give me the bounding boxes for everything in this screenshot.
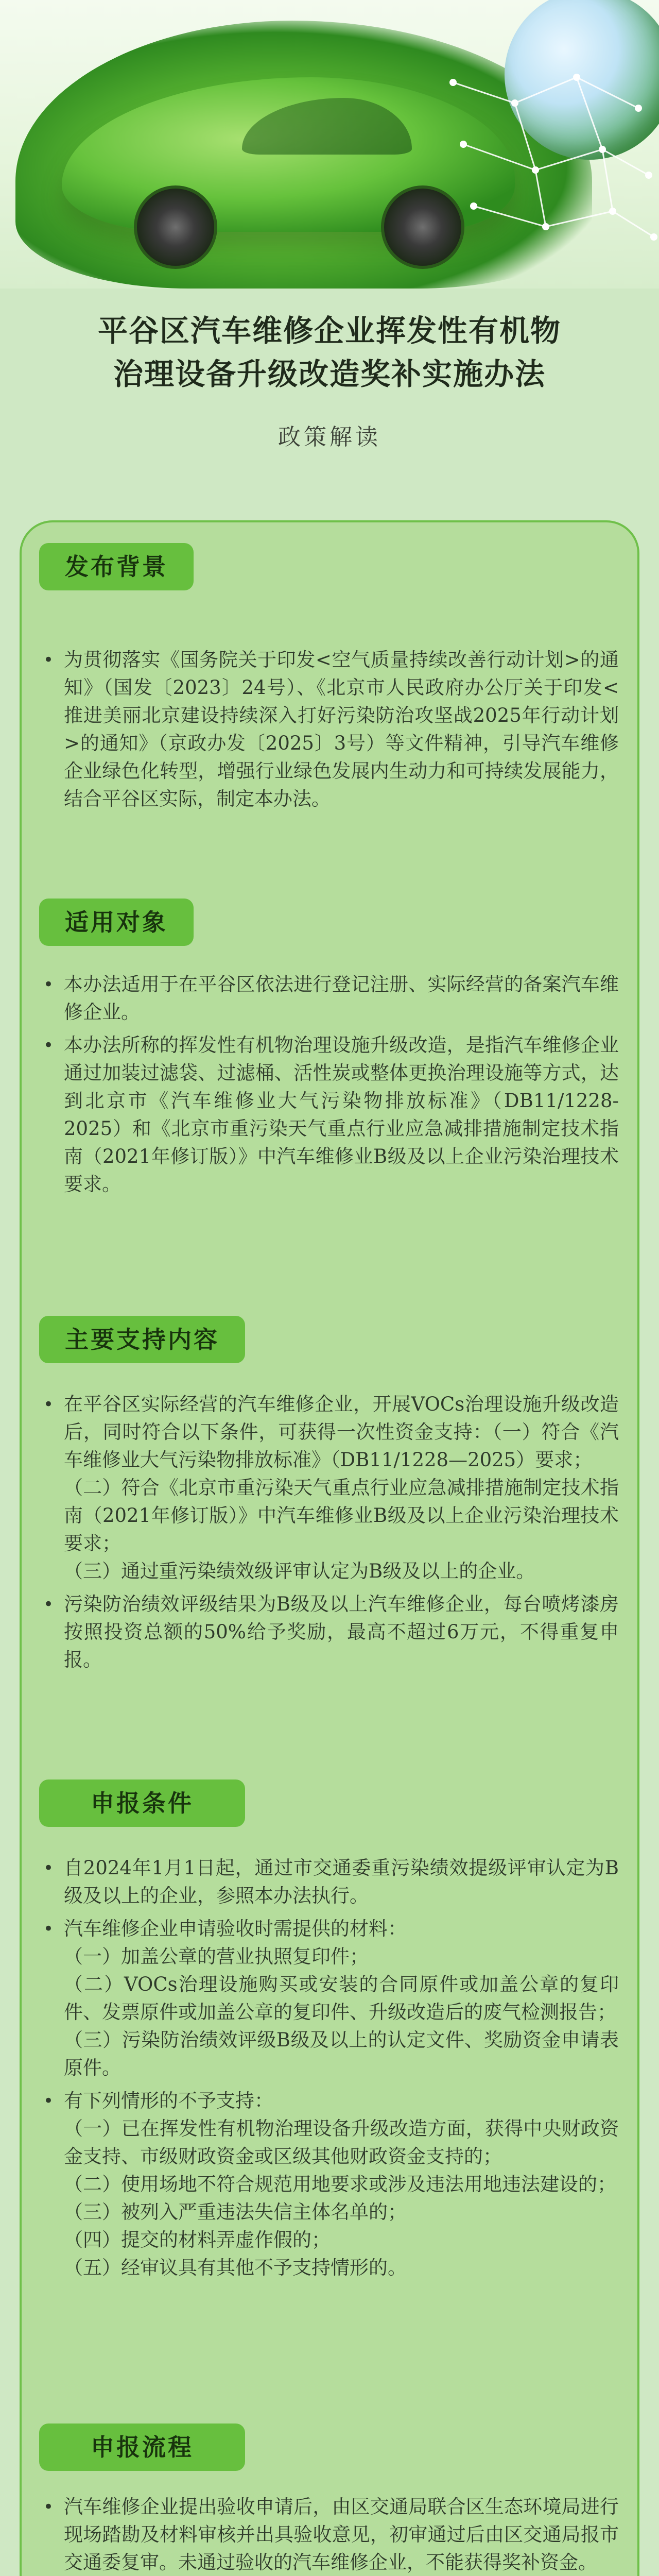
list-item bbox=[42, 1391, 619, 1585]
section-item-list bbox=[42, 2493, 619, 2576]
page-subtitle: 政策解读 bbox=[278, 424, 381, 450]
hero-image bbox=[0, 0, 659, 289]
list-item bbox=[42, 646, 619, 813]
section-item-list bbox=[42, 971, 619, 1204]
page-title-line-2: 治理设备升级改造奖补实施办法 bbox=[113, 357, 546, 392]
item-text: 污染防治绩效评级结果为B级及以上汽车维修企业，每台喷烤漆房按照投资总额的50%给予奖励，最高不超过6万元，不得重复申报。 bbox=[64, 1593, 619, 1671]
list-item bbox=[42, 1854, 619, 1910]
item-text: 在平谷区实际经营的汽车维修企业，开展VOCs治理设施升级改造后，同时符合以下条件，可获得一次性资金支持：（一）符合《汽车维修业大气污染物排放标准》（DB11/1228—2025）要求； （二）符合《北京市重污染天气重点行业应急减排措施制定技术指南（2021年修订版）》中汽车维修业B级及以上企业污染治理技术要求； （三）通过重污染绩效级评审认定为B级及以上的企业。 bbox=[64, 1393, 619, 1582]
section-heading: 申报流程 bbox=[39, 2424, 245, 2471]
bullet-icon: • bbox=[43, 1394, 54, 1415]
title-block bbox=[0, 309, 659, 451]
section-item-list bbox=[42, 1854, 619, 2287]
item-text: 本办法所称的挥发性有机物治理设施升级改造，是指汽车维修企业通过加装过滤袋、过滤桶、活性炭或整体更换治理设施等方式，达到北京市《汽车维修业大气污染物排放标准》（DB11/1228-2025）和《北京市重污染天气重点行业应急减排措施制定技术指南（2021年修订版）》中汽车维修业B级及以上企业污染治理技术要求。 bbox=[64, 1034, 619, 1195]
section-heading: 发布背景 bbox=[39, 543, 194, 590]
bullet-icon: • bbox=[43, 1919, 54, 1939]
bullet-icon: • bbox=[43, 650, 54, 670]
list-item bbox=[42, 2087, 619, 2282]
item-text: 本办法适用于在平谷区依法进行登记注册、实际经营的备案汽车维修企业。 bbox=[64, 973, 619, 1023]
bullet-icon: • bbox=[43, 2091, 54, 2111]
list-item bbox=[42, 1031, 619, 1198]
list-item bbox=[42, 2493, 619, 2576]
section-item-list bbox=[42, 646, 619, 818]
network-lines-decoration bbox=[0, 0, 659, 289]
list-item bbox=[42, 1590, 619, 1674]
item-text: 汽车维修企业申请验收时需提供的材料： （一）加盖公章的营业执照复印件； （二）VOCs治理设施购买或安装的合同原件或加盖公章的复印件、发票原件或加盖公章的复印件、升级改造后的废气检测报告； （三）污染防治绩效评级B级及以上的认定文件、奖励资金申请表原件。 bbox=[64, 1918, 619, 2079]
item-text: 为贯彻落实《国务院关于印发<空气质量持续改善行动计划>的通知》（国发〔2023〕24号）、《北京市人民政府办公厅关于印发<推进美丽北京建设持续深入打好污染防治攻坚战2025年行动计划>的通知》（京政办发〔2025〕3号）等文件精神，引导汽车维修企业绿色化转型，增强行业绿色发展内生动力和可持续发展能力，结合平谷区实际，制定本办法。 bbox=[64, 649, 619, 810]
bullet-icon: • bbox=[43, 1035, 54, 1056]
item-text: 自2024年1月1日起，通过市交通委重污染绩效提级评审认定为B级及以上的企业，参照本办法执行。 bbox=[64, 1857, 619, 1907]
section-item-list bbox=[42, 1391, 619, 1679]
list-item bbox=[42, 1915, 619, 2082]
section-heading: 主要支持内容 bbox=[39, 1316, 245, 1363]
bullet-icon: • bbox=[43, 2497, 54, 2517]
section-heading: 申报条件 bbox=[39, 1780, 245, 1827]
bullet-icon: • bbox=[43, 1594, 54, 1615]
page-title-line-1: 平谷区汽车维修企业挥发性有机物 bbox=[97, 313, 561, 348]
section-heading: 适用对象 bbox=[39, 899, 194, 946]
bullet-icon: • bbox=[43, 974, 54, 995]
item-text: 有下列情形的不予支持： （一）已在挥发性有机物治理设备升级改造方面，获得中央财政资金支持、市级财政资金或区级其他财政资金支持的； （二）使用场地不符合规范用地要求或涉及违法用地违法建设的； （三）被列入严重违法失信主体名单的； （四）提交的材料弄虚作假的； （五）经审议具有其他不予支持情形的。 bbox=[64, 2090, 619, 2279]
bullet-icon: • bbox=[43, 1858, 54, 1878]
item-text: 汽车维修企业提出验收申请后，由区交通局联合区生态环境局进行现场踏勘及材料审核并出具验收意见，初审通过后由区交通局报市交通委复审。未通过验收的汽车维修企业，不能获得奖补资金。 bbox=[64, 2496, 619, 2573]
content-card bbox=[20, 520, 639, 2576]
list-item bbox=[42, 971, 619, 1026]
